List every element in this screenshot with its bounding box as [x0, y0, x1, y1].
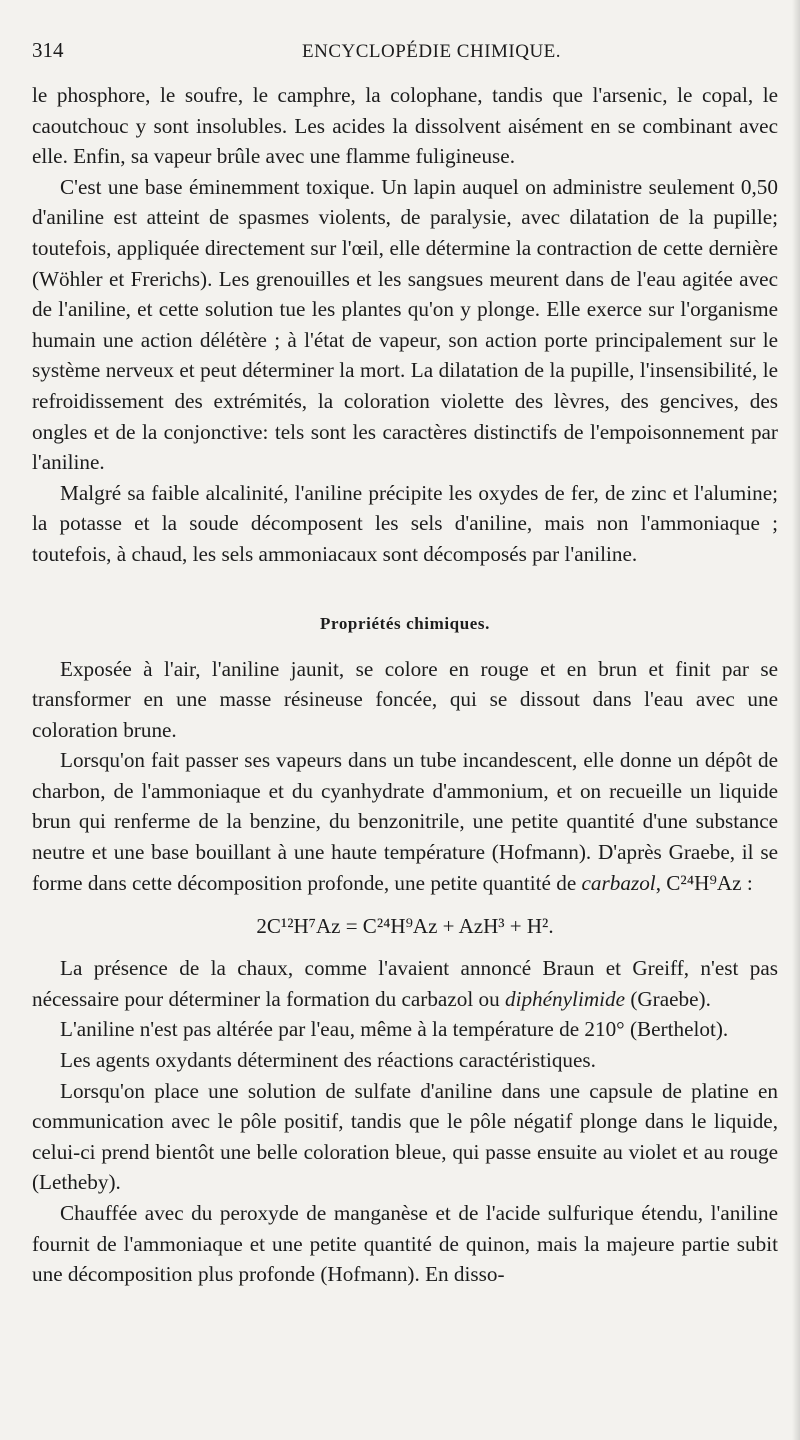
page-body [32, 80, 778, 1290]
chemical-equation: 2C¹²H⁷Az = C²⁴H⁹Az + AzH³ + H². [256, 914, 554, 939]
paragraph-text: Lorsqu'on fait passer ses vapeurs dans un tube incandescent, elle donne un dépôt de charbon, de l'ammoniaque et du cyanhydrate d'ammonium, et on recueille un liquide brun qui renferme de la benzine, du benzonitrile, une petite quantité d'une substance neutre et une base bouillant à une haute température (Hofmann). D'après Graebe, il se forme dans cette décomposition profonde, une petite quantité de [32, 748, 778, 895]
term-carbazol: carbazol [581, 870, 656, 895]
paragraph [32, 953, 778, 1014]
paragraph: Chauffée avec du peroxyde de manganèse et de l'acide sulfurique étendu, l'aniline fournit de l'ammoniaque et une petite quantité de quinon, mais la majeure partie subit une décomposition plus profonde (Hofmann). En disso- [32, 1201, 778, 1287]
paragraph: Exposée à l'air, l'aniline jaunit, se colore en rouge et en brun et finit par se transformer en une masse résineuse foncée, qui se dissout dans l'eau avec une coloration brune. [32, 656, 778, 742]
page-number: 314 [32, 38, 64, 62]
paragraph-text: La présence de la chaux, comme l'avaient annoncé Braun et Greiff, n'est pas nécessaire pour déterminer la formation du carbazol ou [32, 956, 778, 1011]
paragraph: Les agents oxydants déterminent des réactions caractéristiques. [60, 1048, 596, 1073]
paragraph: L'aniline n'est pas altérée par l'eau, même à la température de 210° (Berthelot). [60, 1017, 729, 1042]
formula-text: , C²⁴H⁹Az : [655, 870, 753, 895]
paragraph [32, 745, 778, 898]
section-title: Propriétés chimiques. [320, 613, 490, 633]
paragraph-text-end: (Graebe). [625, 986, 711, 1011]
paragraph: le phosphore, le soufre, le camphre, la colophane, tandis que l'arsenic, le copal, le caoutchouc y sont insolubles. Les acides la dissolvent aisément en se combinant avec elle. Enfin, sa vapeur brûle avec une flamme fuligineuse. [32, 83, 778, 169]
page-edge-shadow [792, 0, 800, 1440]
term-diphenylimide: diphénylimide [504, 986, 626, 1011]
running-title: ENCYCLOPÉDIE CHIMIQUE. [302, 41, 562, 62]
paragraph: Lorsqu'on place une solution de sulfate d'aniline dans une capsule de platine en communication avec le pôle positif, tandis que le pôle négatif plonge dans le liquide, celui-ci prend bientôt une belle coloration bleue, qui passe ensuite au violet et au rouge (Letheby). [32, 1078, 778, 1195]
paragraph: C'est une base éminemment toxique. Un lapin auquel on administre seulement 0,50 d'aniline est atteint de spasmes violents, de paralysie, avec dilatation de la pupille; toutefois, appliquée directement sur l'œil, elle détermine la contraction de cette dernière (Wöhler et Frerichs). Les grenouilles et les sangsues meurent dans de l'eau agitée avec de l'aniline, et cette solution tue les plantes qu'on y plonge. Elle exerce sur l'organisme humain une action délétère ; à l'état de vapeur, son action porte principalement sur le système nerveux et peut déterminer la mort. La dilatation de la pupille, l'insensibilité, le refroidissement des extrémités, la coloration violette des lèvres, des gencives, des ongles et de la conjonctive: tels sont les caractères distinctifs de l'empoisonnement par l'aniline. [32, 174, 778, 475]
paragraph: Malgré sa faible alcalinité, l'aniline précipite les oxydes de fer, de zinc et l'alumine; la potasse et la soude décomposent les sels d'aniline, mais non l'ammoniaque ; toutefois, à chaud, les sels ammoniacaux sont décomposés par l'aniline. [32, 480, 778, 566]
page-header [32, 38, 778, 78]
